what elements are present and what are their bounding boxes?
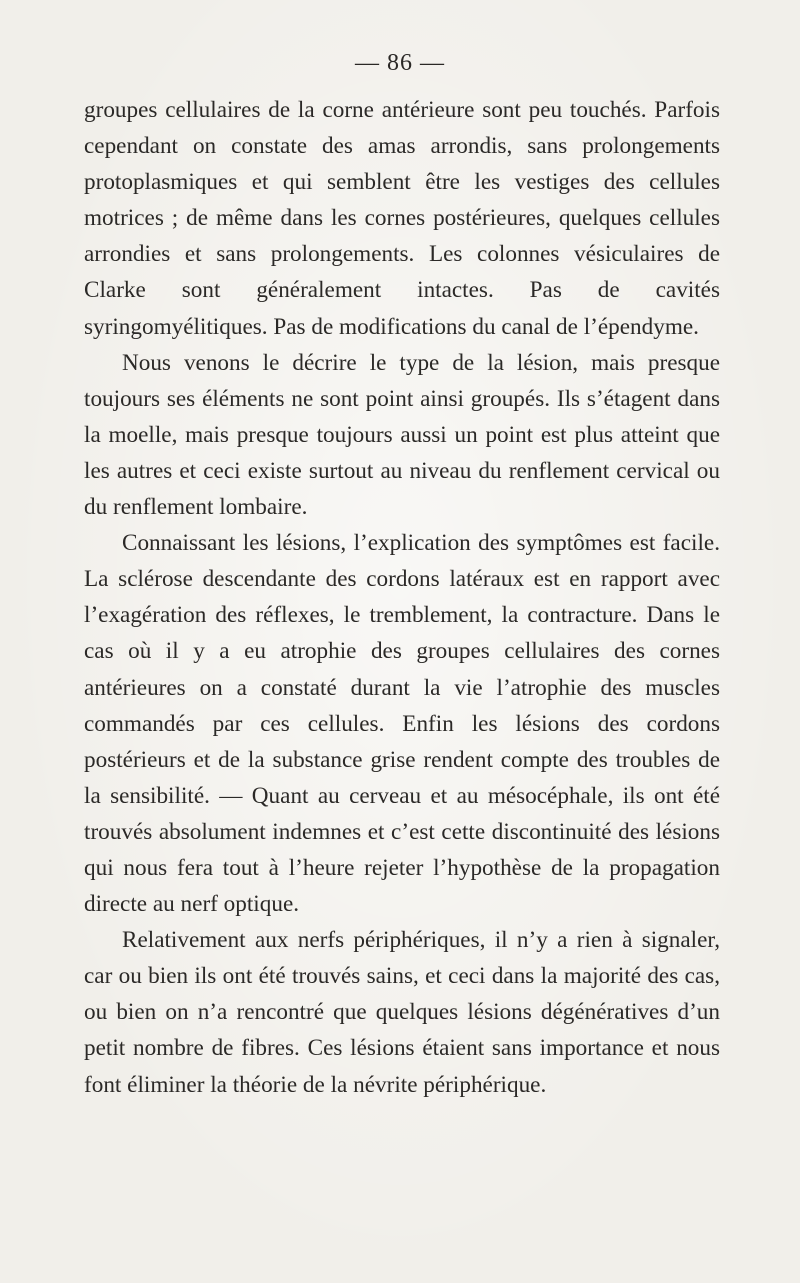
paragraph-lesion-type: Nous venons le décrire le type de la lésion, mais presque toujours ses éléments ne sont point ainsi groupés. Ils s’étagent dans la moelle, mais presque toujours aussi un point est plus atteint que les autres et ceci existe surtout au niveau du renflement cervical ou du renflement lombaire. — [84, 349, 720, 521]
paragraph-continuation-lesions: groupes cellulaires de la corne antérieure sont peu touchés. Parfois cependant on constate des amas arrondis, sans prolongements protoplasmiques et qui semblent être les vestiges des cellules motrices ; de même dans les cornes postérieures, quelques cellules arrondies et sans prolongements. Les colonnes vésiculaires de Clarke sont généralement intactes. Pas de cavités syringomyélitiques. Pas de modifications du canal de l’épendyme. — [84, 97, 720, 340]
paragraph-symptoms-explanation: Connaissant les lésions, l’explication des symptômes est facile. La sclérose descendante des cordons latéraux est en rapport avec l’exagération des réflexes, le tremblement, la contracture. Dans le cas où il y a eu atrophie des groupes cellulaires des cornes antérieures on a constaté durant la vie l’atrophie des muscles commandés par ces cellules. Enfin les lésions des cordons postérieurs et de la substance grise rendent compte des troubles de la sensibilité. — Quant au cerveau et au mésocéphale, ils ont été trouvés absolument indemnes et c’est cette discontinuité des lésions qui nous fera tout à l’heure rejeter l’hypothèse de la propagation directe au nerf optique. — [84, 530, 720, 918]
paragraph-peripheral-nerves: Relativement aux nerfs périphériques, il n’y a rien à signaler, car ou bien ils ont été trouvés sains, et ceci dans la majorité des cas, ou bien on n’a rencontré que quelques lésions dégénératives d’un petit nombre de fibres. Ces lésions étaient sans importance et nous font éliminer la théorie de la névrite périphérique. — [84, 927, 720, 1098]
page-number: — 86 — — [355, 50, 445, 76]
body-text — [84, 92, 720, 1103]
